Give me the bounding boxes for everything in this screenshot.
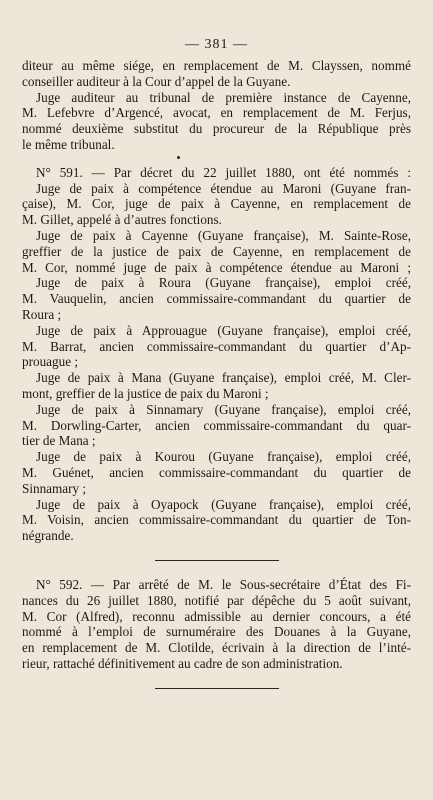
text-line: Juge auditeur au tribunal de première instance de Cayenne, — [36, 89, 411, 105]
text-line: Juge de paix à compétence étendue au Maroni (Guyane fran- — [36, 180, 411, 196]
text-line: çaise), M. Cor, juge de paix à Cayenne, en remplacement de — [22, 196, 411, 212]
text-line: tier de Mana ; — [22, 433, 96, 449]
intro-section — [22, 58, 411, 153]
text-line: Roura ; — [22, 306, 62, 322]
text-line: prouague ; — [22, 354, 79, 370]
text-line: Juge de paix à Kourou (Guyane française), emploi créé, — [36, 449, 411, 465]
page-content — [22, 58, 411, 689]
text-line: nances du 26 juillet 1880, notifié par dépêche du 5 août suivant, — [22, 592, 411, 608]
text-line: Juge de paix à Oyapock (Guyane française), emploi créé, — [36, 496, 411, 512]
text-line: M. Voisin, ancien commissaire-commandant du quartier de Ton- — [22, 512, 411, 528]
text-line: mont, greffier de la justice de paix du Maroni ; — [22, 385, 269, 401]
section-divider — [155, 560, 279, 561]
text-line: négrande. — [22, 528, 74, 544]
text-line: le même tribunal. — [22, 136, 115, 152]
section-divider — [155, 688, 279, 689]
text-line: M. Gillet, appelé à d’autres fonctions. — [22, 212, 222, 228]
text-line: nommé deuxième substitut du procureur de la République près — [22, 121, 411, 137]
text-line: greffier de la justice de paix de Cayenne, en remplacement de — [22, 243, 411, 259]
text-line: diteur au même siége, en remplacement de M. Clayssen, nommé — [22, 58, 411, 73]
text-line: M. Vauquelin, ancien commissaire-commandant du quartier de — [22, 291, 411, 307]
text-line: en remplacement de M. Clotilde, écrivain à la direction de l’inté- — [22, 640, 411, 656]
text-line: M. Lefebvre d’Argencé, avocat, en remplacement de M. Ferjus, — [22, 105, 411, 121]
text-line: rieur, rattaché définitivement au cadre de son administration. — [22, 655, 343, 671]
text-line: M. Dorwling-Carter, ancien commissaire-commandant du quar- — [22, 417, 411, 433]
text-line: conseiller auditeur à la Cour d’appel de la Guyane. — [22, 73, 291, 89]
text-line: Juge de paix à Roura (Guyane française), emploi créé, — [36, 275, 411, 291]
text-line: M. Barrat, ancien commissaire-commandant du quartier d’Ap- — [22, 338, 411, 354]
text-line: Juge de paix à Approuague (Guyane française), emploi créé, — [36, 322, 411, 338]
decree-heading: N° 591. — Par décret du 22 juillet 1880, ont été nommés : — [36, 164, 411, 180]
text-line: Juge de paix à Mana (Guyane française), emploi créé, M. Cler- — [36, 370, 411, 386]
ink-dot — [177, 156, 180, 159]
text-line: M. Cor (Alfred), reconnu admissible au dernier concours, a été — [22, 608, 411, 624]
decree-591-section — [22, 165, 411, 544]
text-line: M. Cor, nommé juge de paix à compétence étendue au Maroni ; — [22, 259, 411, 275]
text-line: nommé à l’emploi de surnuméraire des Douanes à la Guyane, — [22, 624, 411, 640]
decree-heading: N° 592. — Par arrêté de M. le Sous-secrétaire d’État des Fi- — [36, 576, 411, 592]
page-number: — 381 — — [185, 37, 248, 52]
decree-592-section — [22, 577, 411, 672]
text-line: Sinnamary ; — [22, 480, 87, 496]
text-line: Juge de paix à Cayenne (Guyane française), M. Sainte-Rose, — [36, 227, 411, 243]
text-line: Juge de paix à Sinnamary (Guyane française), emploi créé, — [36, 401, 411, 417]
text-line: M. Guénet, ancien commissaire-commandant du quartier de — [22, 464, 411, 480]
